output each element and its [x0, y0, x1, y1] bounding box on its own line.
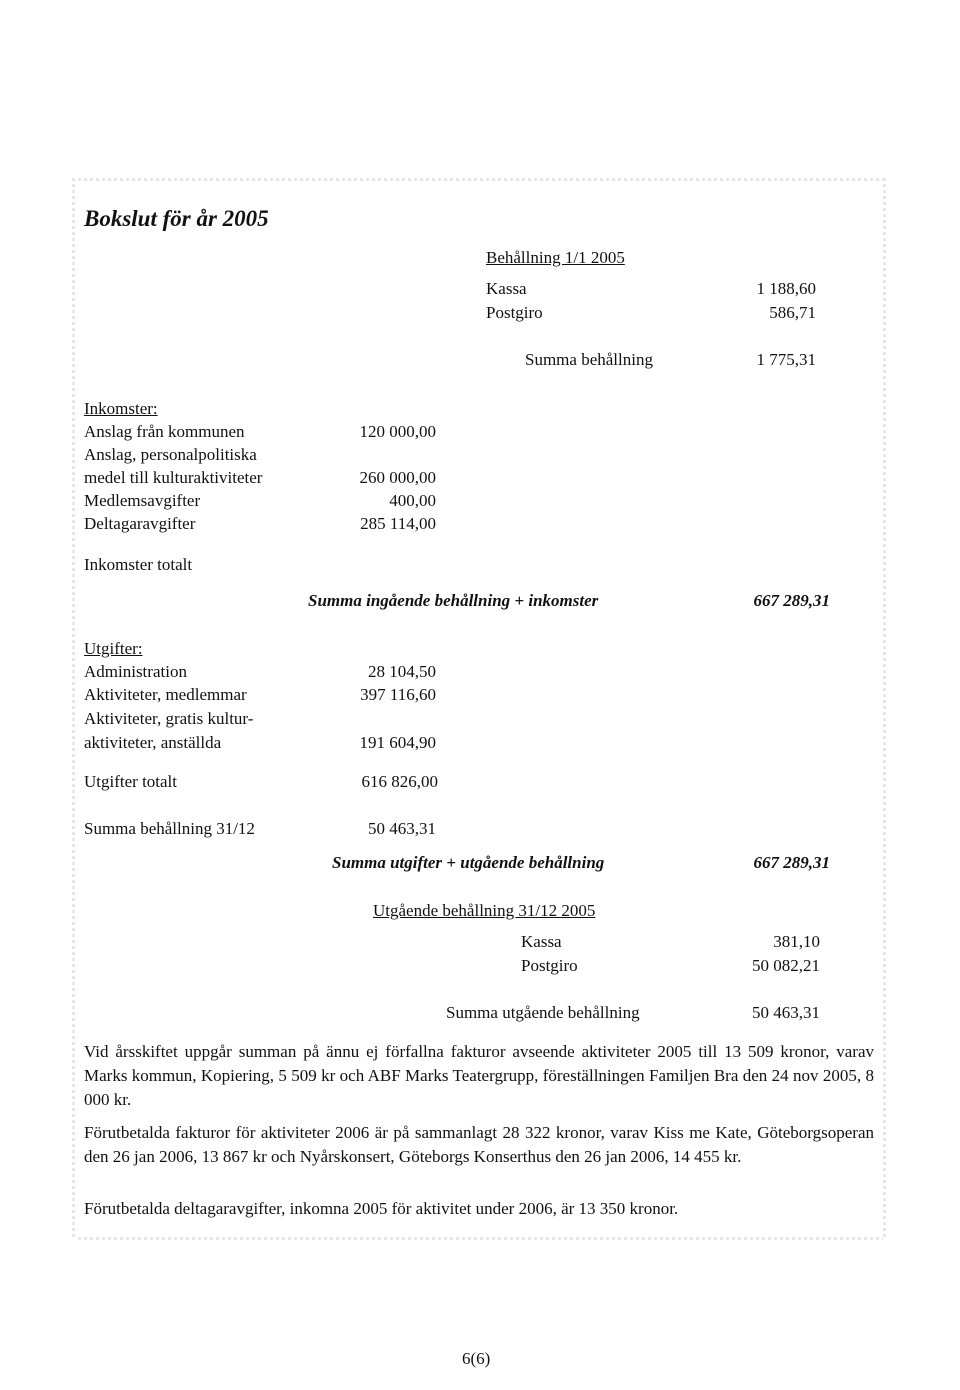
expense-row-value: 28 104,50 [368, 662, 436, 681]
page-number: 6(6) [462, 1349, 491, 1368]
closing-postgiro-value: 50 082,21 [752, 956, 820, 975]
income-row-label: Medlemsavgifter [84, 491, 201, 510]
income-sum-label: Summa ingående behållning + inkomster [308, 591, 599, 610]
opening-heading: Behållning 1/1 2005 [486, 248, 625, 267]
closing-postgiro-label: Postgiro [521, 956, 578, 975]
income-row-value: 120 000,00 [359, 422, 436, 441]
income-row-label: Deltagaravgifter [84, 514, 196, 533]
expenses-total-value: 616 826,00 [361, 772, 438, 791]
note-paragraph: Förutbetalda fakturor för aktiviteter 2006 är på sammanlagt 28 322 kronor, varav Kiss me Kate, Göteborgsoperan den 26 jan 2006, 13 867 kr och Nyårskonsert, Göteborgs Konserthus den 26 jan 2006, 14 455 kr. [84, 1123, 874, 1166]
income-row-value: 285 114,00 [360, 514, 436, 533]
opening-postgiro-value: 586,71 [769, 303, 816, 322]
opening-kassa-value: 1 188,60 [756, 279, 816, 298]
frame-bottom [72, 1237, 886, 1240]
balance-value: 50 463,31 [368, 819, 436, 838]
income-sum-value: 667 289,31 [753, 591, 830, 610]
opening-sum-value: 1 775,31 [756, 350, 816, 369]
income-row-label: medel till kulturaktiviteter [84, 468, 263, 487]
closing-sum-value: 50 463,31 [752, 1003, 820, 1022]
closing-kassa-label: Kassa [521, 932, 562, 951]
expenses-sum-label: Summa utgifter + utgående behållning [332, 853, 605, 872]
expense-row-label: Aktiviteter, medlemmar [84, 685, 247, 704]
balance-label: Summa behållning 31/12 [84, 819, 255, 838]
expenses-sum-value: 667 289,31 [753, 853, 830, 872]
income-total-label: Inkomster totalt [84, 555, 193, 574]
closing-sum-label: Summa utgående behållning [446, 1003, 640, 1022]
income-row-label: Anslag från kommunen [84, 422, 245, 441]
closing-heading: Utgående behållning 31/12 2005 [373, 901, 596, 920]
expenses-heading: Utgifter: [84, 639, 143, 658]
frame-right [883, 178, 886, 1240]
opening-postgiro-label: Postgiro [486, 303, 543, 322]
expense-row-label: aktiviteter, anställda [84, 733, 222, 752]
income-row-value: 400,00 [389, 491, 436, 510]
note-paragraph: Vid årsskiftet uppgår summan på ännu ej förfallna fakturor avseende aktiviteter 2005 till 13 509 kronor, varav Marks kommun, Kopiering, 5 509 kr och ABF Marks Teatergrupp, föreställningen Familjen Bra den 24 nov 2005, 8 000 kr. [84, 1042, 874, 1109]
frame-top [72, 178, 886, 181]
opening-kassa-label: Kassa [486, 279, 527, 298]
income-row-label: Anslag, personalpolitiska [84, 445, 257, 464]
frame-left [72, 178, 75, 1240]
income-heading: Inkomster: [84, 399, 158, 418]
expense-row-value: 397 116,60 [360, 685, 436, 704]
income-row-value: 260 000,00 [359, 468, 436, 487]
expense-row-value: 191 604,90 [359, 733, 436, 752]
page-title: Bokslut för år 2005 [84, 206, 269, 231]
expense-row-label: Aktiviteter, gratis kultur- [84, 709, 254, 728]
note-paragraph: Förutbetalda deltagaravgifter, inkomna 2005 för aktivitet under 2006, är 13 350 kronor. [84, 1199, 679, 1218]
expense-row-label: Administration [84, 662, 187, 681]
closing-kassa-value: 381,10 [773, 932, 820, 951]
expenses-total-label: Utgifter totalt [84, 772, 178, 791]
opening-sum-label: Summa behållning [525, 350, 653, 369]
